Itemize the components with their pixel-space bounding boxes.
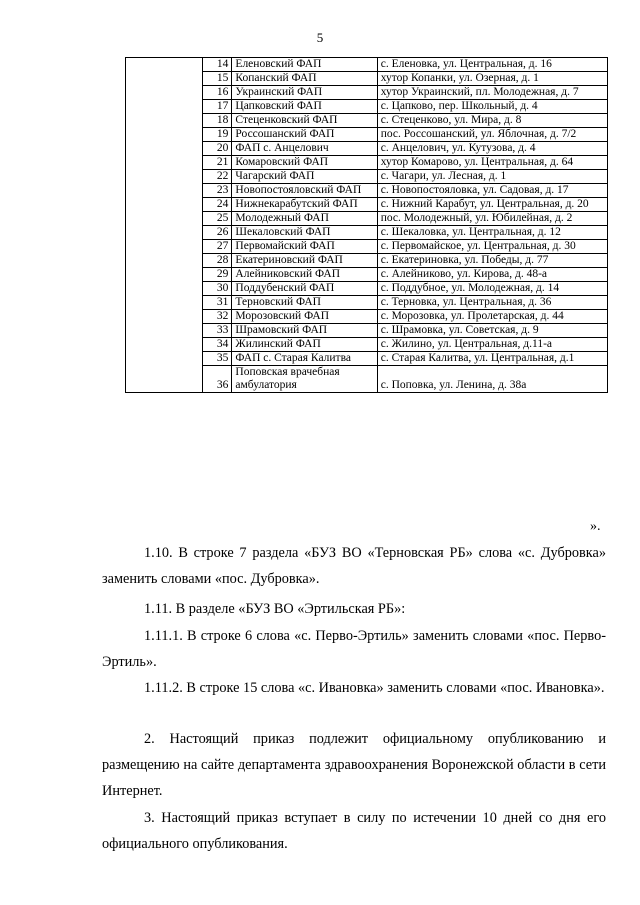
table-cell-address: с. Шрамовка, ул. Советская, д. 9 <box>377 324 607 338</box>
table-cell-name: Шрамовский ФАП <box>232 324 377 338</box>
table-row <box>126 226 608 240</box>
table-cell-blank <box>126 324 203 338</box>
paragraph-1-10: 1.10. В строке 7 раздела «БУЗ ВО «Терновская РБ» слова «с. Дубровка» заменить словами «пос. Дубровка». <box>102 545 606 587</box>
table-cell-number: 17 <box>202 100 232 114</box>
table-cell-address: хутор Украинский, пл. Молодежная, д. 7 <box>377 86 607 100</box>
table-cell-address: с. Алейниково, ул. Кирова, д. 48-а <box>377 268 607 282</box>
table-cell-blank <box>126 366 203 393</box>
table-row <box>126 310 608 324</box>
table-row <box>126 114 608 128</box>
table-cell-address: пос. Россошанский, ул. Яблочная, д. 7/2 <box>377 128 607 142</box>
table-cell-address: с. Терновка, ул. Центральная, д. 36 <box>377 296 607 310</box>
table-cell-address: с. Анцелович, ул. Кутузова, д. 4 <box>377 142 607 156</box>
table-cell-name: Жилинский ФАП <box>232 338 377 352</box>
table-row <box>126 128 608 142</box>
table-row <box>126 366 608 393</box>
table-row <box>126 86 608 100</box>
table-cell-number: 33 <box>202 324 232 338</box>
table-cell-address: с. Поповка, ул. Ленина, д. 38а <box>377 366 607 393</box>
table-cell-number: 15 <box>202 72 232 86</box>
table-cell-blank <box>126 254 203 268</box>
table-cell-address: с. Поддубное, ул. Молодежная, д. 14 <box>377 282 607 296</box>
table-cell-number: 18 <box>202 114 232 128</box>
table-cell-name: Комаровский ФАП <box>232 156 377 170</box>
table-row <box>126 184 608 198</box>
paragraph-1-11: 1.11. В разделе «БУЗ ВО «Эртильская РБ»: <box>144 601 406 617</box>
table-cell-blank <box>126 58 203 72</box>
paragraph-2: 2. Настоящий приказ подлежит официальному опубликованию и размещению на сайте департамента здравоохранения Воронежской области в сети Интернет. <box>102 731 606 799</box>
table-cell-name: Поддубенский ФАП <box>232 282 377 296</box>
table-cell-number: 20 <box>202 142 232 156</box>
table-cell-address: с. Еленовка, ул. Центральная, д. 16 <box>377 58 607 72</box>
table-cell-name: ФАП с. Анцелович <box>232 142 377 156</box>
table-cell-number: 27 <box>202 240 232 254</box>
table-cell-blank <box>126 170 203 184</box>
table-cell-name: Поповская врачебная амбулатория <box>232 366 377 393</box>
table-cell-number: 23 <box>202 184 232 198</box>
table-cell-name: Алейниковский ФАП <box>232 268 377 282</box>
table-cell-blank <box>126 142 203 156</box>
table-cell-name: Новопостояловский ФАП <box>232 184 377 198</box>
table-cell-name: Екатериновский ФАП <box>232 254 377 268</box>
table-row <box>126 156 608 170</box>
table-cell-blank <box>126 72 203 86</box>
table-cell-name: Первомайский ФАП <box>232 240 377 254</box>
table-cell-address: с. Морозовка, ул. Пролетарская, д. 44 <box>377 310 607 324</box>
table-cell-blank <box>126 114 203 128</box>
table-row <box>126 338 608 352</box>
table-cell-address: с. Нижний Карабут, ул. Центральная, д. 20 <box>377 198 607 212</box>
table-cell-number: 31 <box>202 296 232 310</box>
table-cell-blank <box>126 338 203 352</box>
page-number: 5 <box>316 30 324 45</box>
table-cell-name: Шекаловский ФАП <box>232 226 377 240</box>
paragraph-3: 3. Настоящий приказ вступает в силу по истечении 10 дней со дня его официального опубликования. <box>102 810 606 852</box>
table-row <box>126 268 608 282</box>
table-cell-number: 16 <box>202 86 232 100</box>
table-cell-number: 28 <box>202 254 232 268</box>
table-cell-blank <box>126 156 203 170</box>
table-cell-number: 29 <box>202 268 232 282</box>
table-cell-blank <box>126 184 203 198</box>
table-row <box>126 240 608 254</box>
table-row <box>126 296 608 310</box>
table-cell-blank <box>126 212 203 226</box>
table-cell-name: Молодежный ФАП <box>232 212 377 226</box>
table-cell-number: 32 <box>202 310 232 324</box>
table-cell-name: Цапковский ФАП <box>232 100 377 114</box>
table-cell-number: 24 <box>202 198 232 212</box>
table-cell-name: Стеценковский ФАП <box>232 114 377 128</box>
table-cell-address: хутор Копанки, ул. Озерная, д. 1 <box>377 72 607 86</box>
table-cell-blank <box>126 100 203 114</box>
table-cell-blank <box>126 240 203 254</box>
table-cell-blank <box>126 226 203 240</box>
table-row <box>126 58 608 72</box>
fap-table <box>125 57 608 393</box>
table-cell-name: Украинский ФАП <box>232 86 377 100</box>
table-cell-address: с. Первомайское, ул. Центральная, д. 30 <box>377 240 607 254</box>
table-cell-name: Морозовский ФАП <box>232 310 377 324</box>
table-cell-name: Копанский ФАП <box>232 72 377 86</box>
table-cell-number: 19 <box>202 128 232 142</box>
table-cell-number: 26 <box>202 226 232 240</box>
table-cell-number: 21 <box>202 156 232 170</box>
table-row <box>126 100 608 114</box>
paragraph-1-11-1: 1.11.1. В строке 6 слова «с. Перво-Эртиль» заменить словами «пос. Перво-Эртиль». <box>102 628 606 670</box>
table-cell-blank <box>126 352 203 366</box>
table-cell-name: Чагарский ФАП <box>232 170 377 184</box>
table-cell-blank <box>126 268 203 282</box>
table-cell-address: с. Новопостояловка, ул. Садовая, д. 17 <box>377 184 607 198</box>
table-cell-number: 14 <box>202 58 232 72</box>
table-cell-number: 25 <box>202 212 232 226</box>
table-cell-address: с. Цапково, пер. Школьный, д. 4 <box>377 100 607 114</box>
table-cell-name: Нижнекарабутский ФАП <box>232 198 377 212</box>
table-cell-address: с. Жилино, ул. Центральная, д.11-а <box>377 338 607 352</box>
table-row <box>126 212 608 226</box>
table-row <box>126 352 608 366</box>
table-cell-address: пос. Молодежный, ул. Юбилейная, д. 2 <box>377 212 607 226</box>
table-cell-name: Терновский ФАП <box>232 296 377 310</box>
fap-table-body <box>126 58 608 393</box>
table-row <box>126 142 608 156</box>
table-row <box>126 170 608 184</box>
table-cell-blank <box>126 198 203 212</box>
table-cell-blank <box>126 310 203 324</box>
table-cell-number: 35 <box>202 352 232 366</box>
table-cell-number: 22 <box>202 170 232 184</box>
table-cell-address: с. Екатериновка, ул. Победы, д. 77 <box>377 254 607 268</box>
table-row <box>126 282 608 296</box>
table-row <box>126 324 608 338</box>
table-cell-number: 34 <box>202 338 232 352</box>
table-row <box>126 72 608 86</box>
table-cell-number: 36 <box>202 366 232 393</box>
table-cell-address: с. Шекаловка, ул. Центральная, д. 12 <box>377 226 607 240</box>
table-cell-name: Еленовский ФАП <box>232 58 377 72</box>
table-cell-blank <box>126 86 203 100</box>
table-cell-number: 30 <box>202 282 232 296</box>
closing-quote: ». <box>590 519 601 534</box>
table-cell-address: хутор Комарово, ул. Центральная, д. 64 <box>377 156 607 170</box>
table-cell-blank <box>126 282 203 296</box>
table-row <box>126 254 608 268</box>
table-cell-address: с. Старая Калитва, ул. Центральная, д.1 <box>377 352 607 366</box>
table-cell-name: Россошанский ФАП <box>232 128 377 142</box>
table-cell-blank <box>126 128 203 142</box>
table-cell-address: с. Стеценково, ул. Мира, д. 8 <box>377 114 607 128</box>
table-cell-name: ФАП с. Старая Калитва <box>232 352 377 366</box>
table-cell-address: с. Чагари, ул. Лесная, д. 1 <box>377 170 607 184</box>
paragraph-1-11-2: 1.11.2. В строке 15 слова «с. Ивановка» заменить словами «пос. Ивановка». <box>144 680 605 696</box>
table-cell-blank <box>126 296 203 310</box>
table-row <box>126 198 608 212</box>
